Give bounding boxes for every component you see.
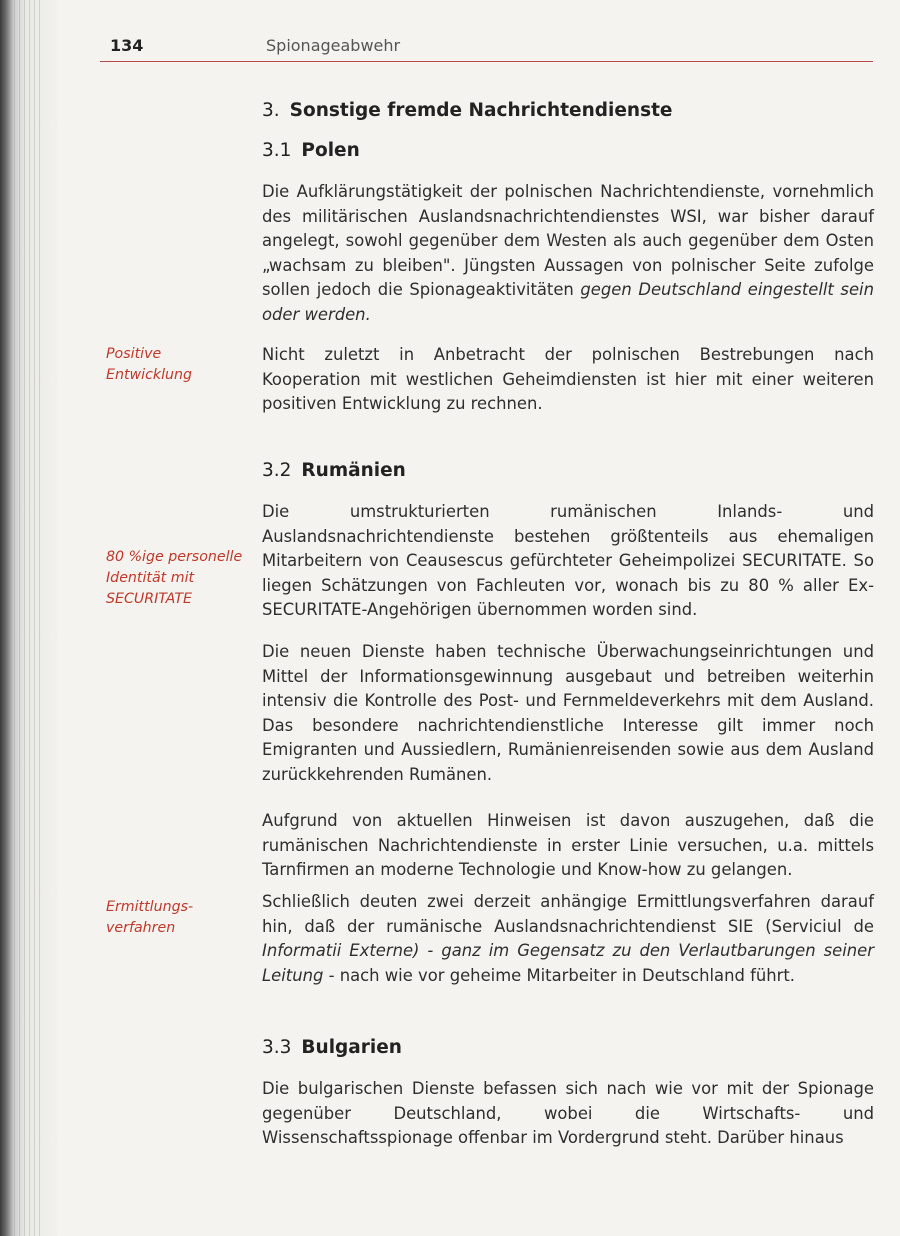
section-number: 3.3: [262, 1037, 292, 1058]
section-title: Polen: [301, 140, 360, 161]
margin-note-ermittlung: [106, 897, 266, 939]
margin-note-line: SECURITATE: [106, 591, 192, 607]
page-edges: [14, 0, 44, 1236]
section-title: Sonstige fremde Nachrichtendienste: [289, 100, 673, 121]
section-title: Bulgarien: [301, 1037, 402, 1058]
margin-note-line: Positive: [106, 346, 162, 362]
margin-note-line: verfahren: [106, 920, 176, 936]
paragraph-rumaenien-3: Aufgrund von aktuellen Hinweisen ist davon auszugehen, daß die rumänischen Nachrichtendienste in erster Linie versuchen, u.a. mittels Tarnfirmen an moderne Technologie und Know-how zu gelangen.: [262, 811, 874, 880]
paragraph-text: Schließlich deuten zwei derzeit anhängige Ermittlungsverfahren darauf hin, daß der rumänische Auslandsnachrichtendienst SIE (Serviciul de: [262, 892, 874, 936]
heading-section-3-1: [262, 140, 360, 161]
paragraph-polen-2: Nicht zuletzt in Anbetracht der polnischen Bestrebungen nach Kooperation mit westlichen Geheimdiensten ist hier mit einer weiteren positiven Entwicklung zu rechnen.: [262, 345, 874, 414]
page-number: 134: [110, 36, 144, 55]
heading-section-3: [262, 100, 672, 121]
section-number: 3.1: [262, 140, 292, 161]
running-title: Spionageabwehr: [266, 36, 401, 55]
section-number: 3.: [262, 100, 280, 121]
heading-section-3-3: [262, 1037, 402, 1058]
paragraph-italic-text: Informatii Externe) - ganz im Gegensatz zu den Verlautbarungen seiner Leitung: [262, 941, 874, 985]
paragraph-text: Die Aufklärungstätigkeit der polnischen Nachrichtendienste, vornehmlich des militärischen Auslandsnachrichtendienstes WSI, war bisher darauf angelegt, sowohl gegenüber dem Westen als auch gegenüber dem Osten „wachsam zu bleiben". Jüngsten Aussagen von polnischer Seite zufolge sollen jedoch die Spionageaktivitäten: [262, 182, 874, 300]
paragraph-italic-text: gegen Deutschland eingestellt sein oder werden.: [262, 280, 875, 324]
section-title: Rumänien: [301, 460, 406, 481]
heading-section-3-2: [262, 460, 406, 481]
paragraph-text: - nach wie vor geheime Mitarbeiter in Deutschland führt.: [323, 965, 796, 985]
header-rule: [100, 61, 873, 62]
margin-note-positive: [106, 344, 266, 386]
section-number: 3.2: [262, 460, 292, 481]
paragraph-rumaenien-4: [262, 890, 874, 988]
paragraph-rumaenien-2: Die neuen Dienste haben technische Überwachungseinrichtungen und Mittel der Informationsgewinnung ausgebaut und betreiben weiterhin intensiv die Kontrolle des Post- und Fernmeldeverkehrs mit dem Ausland. Das besondere nachrichtendienstliche Interesse gilt immer noch Emigranten und Aussiedlern, Rumänienreisenden sowie aus dem Ausland zurückkehrenden Rumänen.: [262, 642, 874, 784]
paragraph-bulgarien-1: Die bulgarischen Dienste befassen sich nach wie vor mit der Spionage gegenüber Deutschland, wobei die Wirtschafts- und Wissenschaftsspionage offenbar im Vordergrund steht. Darüber hinaus: [262, 1079, 874, 1148]
margin-note-line: Ermittlungs-: [106, 899, 194, 915]
margin-note-line: 80 %ige personelle: [106, 549, 243, 565]
margin-note-securitate: [106, 547, 266, 610]
margin-note-line: Identität mit: [106, 570, 195, 586]
paragraph-rumaenien-1: Die umstrukturierten rumänischen Inlands- und Auslandsnachrichtendienste bestehen größtenteils aus ehemaligen Mitarbeitern von Ceausescus gefürchteter Geheimpolizei SECURITATE. So liegen Schätzungen von Fachleuten vor, wonach bis zu 80 % aller Ex-SECURITATE-Angehörigen übernommen worden sind.: [262, 502, 874, 620]
paragraph-polen-1: [262, 180, 874, 328]
margin-note-line: Entwicklung: [106, 367, 193, 383]
